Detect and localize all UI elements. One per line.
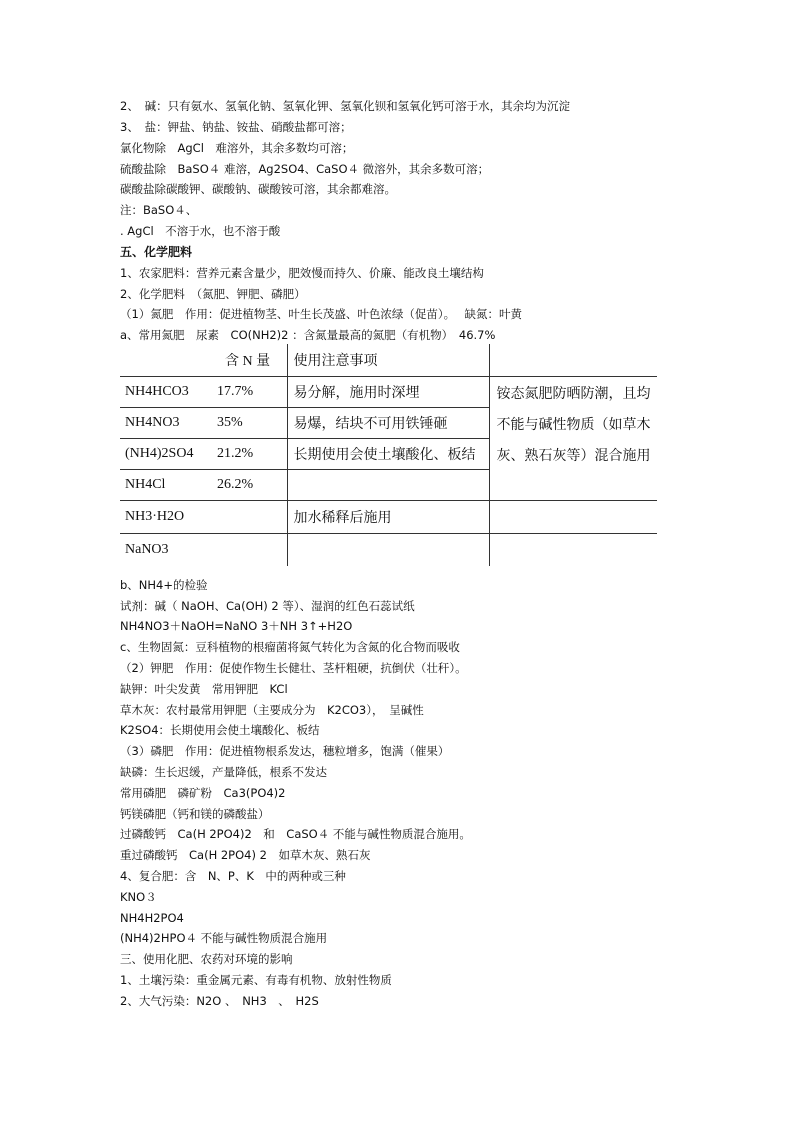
fertilizer-name: NH4Cl — [120, 470, 215, 501]
text-line: （3）磷肥 作用：促进植物根系发达，穗粒增多，饱满（催果） — [120, 744, 450, 758]
fertilizer-name: (NH4)2SO4 — [120, 439, 215, 470]
table-header-blank — [120, 344, 215, 377]
text-line: 重过磷酸钙 Ca(H 2PO4) 2 如草木灰、熟石灰 — [120, 848, 371, 862]
text-line: K2SO4：长期使用会使土壤酸化、板结 — [120, 723, 320, 737]
fertilizer-name: NH4HCO3 — [120, 377, 215, 408]
text-line: 氯化物除 AgCl 难溶外，其余多数均可溶； — [120, 141, 354, 155]
text-line: 缺钾：叶尖发黄 常用钾肥 KCl — [120, 682, 288, 696]
blank-cell — [489, 534, 657, 567]
text-line: NH4NO3＋NaOH=NaNO 3＋NH 3↑+H2O — [120, 619, 353, 633]
text-line: 缺磷：生长迟缓，产量降低，根系不发达 — [120, 765, 327, 779]
table-header-n: 含 N 量 — [215, 344, 287, 377]
text-line: 注：BaSO４、 — [120, 203, 198, 217]
nitrogen-content: 26.2% — [215, 470, 287, 501]
nitrogen-content: 17.7% — [215, 377, 287, 408]
text-line: 3、 盐：钾盐、钠盐、铵盐、硝酸盐都可溶； — [120, 120, 352, 134]
text-line: 1、土壤污染：重金属元素、有毒有机物、放射性物质 — [120, 973, 392, 987]
text-line: 2、大气污染：N2O 、 NH3 、 H2S — [120, 994, 319, 1008]
section-title: 五、化学肥料 — [120, 245, 193, 259]
text-line: (NH4)2HPO４ 不能与碱性物质混合施用 — [120, 931, 328, 945]
usage-note: 易分解，施用时深埋 — [287, 377, 489, 408]
text-line: 钙镁磷肥（钙和镁的磷酸盐） — [120, 807, 270, 821]
text-line: （1）氮肥 作用：促进植物茎、叶生长茂盛、叶色浓绿（促苗）。 缺氮：叶黄 — [120, 307, 522, 321]
text-line: c、生物固氮：豆科植物的根瘤菌将氮气转化为含氮的化合物而吸收 — [120, 640, 460, 654]
text-line: 1、农家肥料：营养元素含量少，肥效慢而持久、价廉、能改良土壤结构 — [120, 266, 484, 280]
nitrogen-content — [215, 501, 287, 534]
text-line: a、常用氮肥 尿素 CO(NH2)2 ：含氮量最高的氮肥（有机物） 46.7% — [120, 328, 496, 342]
text-line: b、NH4+的检验 — [120, 578, 208, 592]
usage-note: 易爆，结块不可用铁锤砸 — [287, 408, 489, 439]
text-line: 试剂：碱（ NaOH、Ca(OH) 2 等）、湿润的红色石蕊试纸 — [120, 599, 415, 613]
fertilizer-name: NaNO3 — [120, 534, 215, 567]
text-line: 硫酸盐除 BaSO４ 难溶，Ag2SO4、CaSO４ 微溶外，其余多数可溶； — [120, 162, 490, 176]
merged-usage-note: 铵态氮肥防晒防潮，且均不能与碱性物质（如草木灰、熟石灰等）混合施用 — [489, 377, 657, 501]
text-line: （2）钾肥 作用：促使作物生长健壮、茎杆粗硬，抗倒伏（壮秆）。 — [120, 661, 467, 675]
text-line: 碳酸盐除碳酸钾、碳酸钠、碳酸铵可溶，其余都难溶。 — [120, 182, 396, 196]
text-line: 2、化学肥料 （氮肥、钾肥、磷肥） — [120, 287, 306, 301]
text-line: 草木灰：农村最常用钾肥（主要成分为 K2CO3）， 呈碱性 — [120, 703, 424, 717]
nitrogen-fertilizer-table — [120, 344, 657, 566]
usage-note — [287, 534, 489, 567]
text-line: 2、 碱：只有氨水、氢氧化钠、氢氧化钾、氢氧化钡和氢氧化钙可溶于水，其余均为沉淀 — [120, 99, 571, 113]
text-line: . AgCl 不溶于水，也不溶于酸 — [120, 224, 281, 238]
nitrogen-content — [215, 534, 287, 567]
nitrogen-content: 35% — [215, 408, 287, 439]
table-header-blank — [489, 344, 657, 377]
table-header-notes: 使用注意事项 — [287, 344, 489, 377]
usage-note: 加水稀释后施用 — [287, 501, 489, 534]
text-line: NH4H2PO4 — [120, 911, 184, 925]
fertilizer-name: NH3·H2O — [120, 501, 215, 534]
fertilizer-name: NH4NO3 — [120, 408, 215, 439]
text-line: 4、复合肥：含 N、P、K 中的两种或三种 — [120, 869, 346, 883]
blank-cell — [489, 501, 657, 534]
usage-note: 长期使用会使土壤酸化、板结 — [287, 439, 489, 470]
text-line: 常用磷肥 磷矿粉 Ca3(PO4)2 — [120, 786, 286, 800]
text-line: 三、使用化肥、农药对环境的影响 — [120, 952, 293, 966]
nitrogen-content: 21.2% — [215, 439, 287, 470]
text-line: 过磷酸钙 Ca(H 2PO4)2 和 CaSO４ 不能与碱性物质混合施用。 — [120, 827, 471, 841]
text-line: KNO３ — [120, 890, 157, 904]
usage-note — [287, 470, 489, 501]
